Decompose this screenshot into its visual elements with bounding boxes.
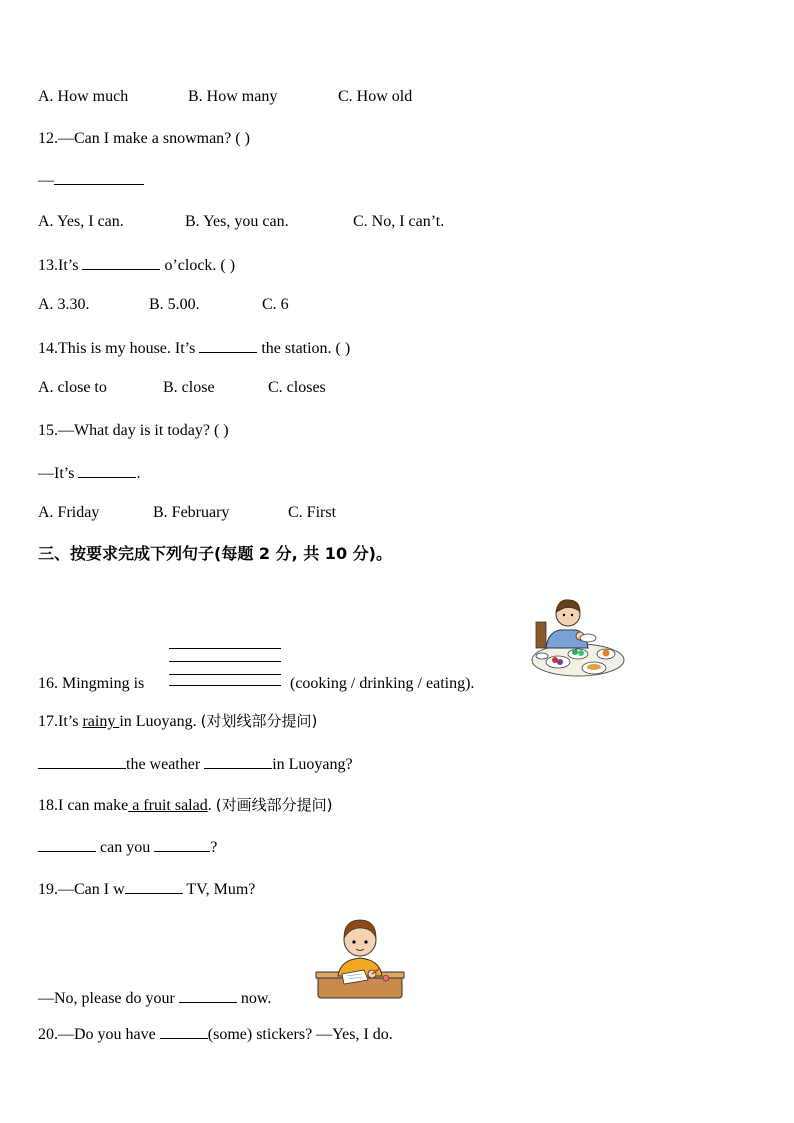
q13-post: o’clock. ( ) <box>160 257 236 274</box>
q20-stem <box>38 1024 393 1045</box>
q13-option-c: C. 6 <box>262 296 289 313</box>
q19-answer <box>38 988 271 1009</box>
q15-answer <box>38 463 140 484</box>
q19-blank-1[interactable] <box>125 879 183 894</box>
section-3-heading: 三、按要求完成下列句子(每题 2 分, 共 10 分)。 <box>38 544 392 563</box>
q12-stem: 12.—Can I make a snowman? ( ) <box>38 130 250 147</box>
q13-stem <box>38 255 235 276</box>
q17-underlined-word: rainy <box>82 713 120 730</box>
q11-option-b: B. How many <box>188 88 278 105</box>
q13-option-a: A. 3.30. <box>38 296 90 313</box>
q17-answer-line <box>38 754 353 775</box>
q11-option-a: A. How much <box>38 88 129 105</box>
q14-option-c: C. closes <box>268 379 326 396</box>
q14-option-b: B. close <box>163 379 215 396</box>
q15-option-b: B. February <box>153 504 230 521</box>
q19-answer-post: now. <box>236 990 272 1007</box>
q18-post: . <box>207 797 216 814</box>
q14-post: the station. ( ) <box>257 340 351 357</box>
q16-stem-post: (cooking / drinking / eating). <box>290 675 475 692</box>
q18-line2-mid: can you <box>96 839 155 856</box>
q16-blank-line[interactable] <box>169 661 281 662</box>
q20-blank[interactable] <box>160 1024 208 1039</box>
q13-pre: 13.It’s <box>38 257 83 274</box>
q19-post: TV, Mum? <box>182 881 256 898</box>
boy-homework-illustration <box>314 914 406 1004</box>
q18-blank-1[interactable] <box>38 837 96 852</box>
q19-blank-2[interactable] <box>179 988 237 1003</box>
q19-stem <box>38 879 255 900</box>
q16-blank-line[interactable] <box>169 674 281 675</box>
q17-blank-1[interactable] <box>38 754 126 769</box>
q15-option-c: C. First <box>288 504 337 521</box>
q15-option-a: A. Friday <box>38 504 100 521</box>
q14-pre: 14.This is my house. It’s <box>38 340 200 357</box>
q12-answer-line <box>38 170 144 191</box>
q15-blank[interactable] <box>78 463 136 478</box>
q14-blank[interactable] <box>199 338 257 353</box>
q14-option-a: A. close to <box>38 379 107 396</box>
q12-option-c: C. No, I can’t. <box>353 213 445 230</box>
q18-pre: 18.I can make <box>38 797 129 814</box>
q13-blank[interactable] <box>82 255 160 270</box>
q16-stem-pre: 16. Mingming is <box>38 675 145 692</box>
q18-underlined-phrase: a fruit salad <box>128 797 208 814</box>
q12-dash: — <box>38 172 54 189</box>
q16-blank-line[interactable] <box>169 648 281 649</box>
q15-answer-post: . <box>136 465 141 482</box>
q12-option-a: A. Yes, I can. <box>38 213 124 230</box>
q18-line2-post: ? <box>210 839 218 856</box>
q19-answer-pre: —No, please do your <box>38 990 179 1007</box>
q17-pre: 17.It’s <box>38 713 83 730</box>
q12-blank[interactable] <box>54 170 144 185</box>
q20-post: (some) stickers? —Yes, I do. <box>207 1026 393 1043</box>
q16-blank-stack <box>169 648 281 687</box>
q17-stem <box>38 711 317 732</box>
q18-instruction: (对画线部分提问) <box>215 796 333 814</box>
boy-eating-illustration <box>518 592 626 684</box>
q19-pre: 19.—Can I w <box>38 881 125 898</box>
q17-line2-post: in Luoyang? <box>272 756 353 773</box>
q20-pre: 20.—Do you have <box>38 1026 160 1043</box>
q17-post: in Luoyang. <box>119 713 201 730</box>
q14-stem <box>38 338 350 359</box>
q12-option-b: B. Yes, you can. <box>185 213 289 230</box>
q15-stem: 15.—What day is it today? ( ) <box>38 422 229 439</box>
q18-stem <box>38 795 332 816</box>
q17-instruction: (对划线部分提问) <box>200 712 318 730</box>
q13-option-b: B. 5.00. <box>149 296 200 313</box>
q16-answer-blank[interactable] <box>169 685 281 686</box>
q11-option-c: C. How old <box>338 88 413 105</box>
q17-line2-mid: the weather <box>126 756 205 773</box>
q17-blank-2[interactable] <box>204 754 272 769</box>
q15-answer-pre: —It’s <box>38 465 79 482</box>
q18-answer-line <box>38 837 217 858</box>
q18-blank-2[interactable] <box>154 837 210 852</box>
